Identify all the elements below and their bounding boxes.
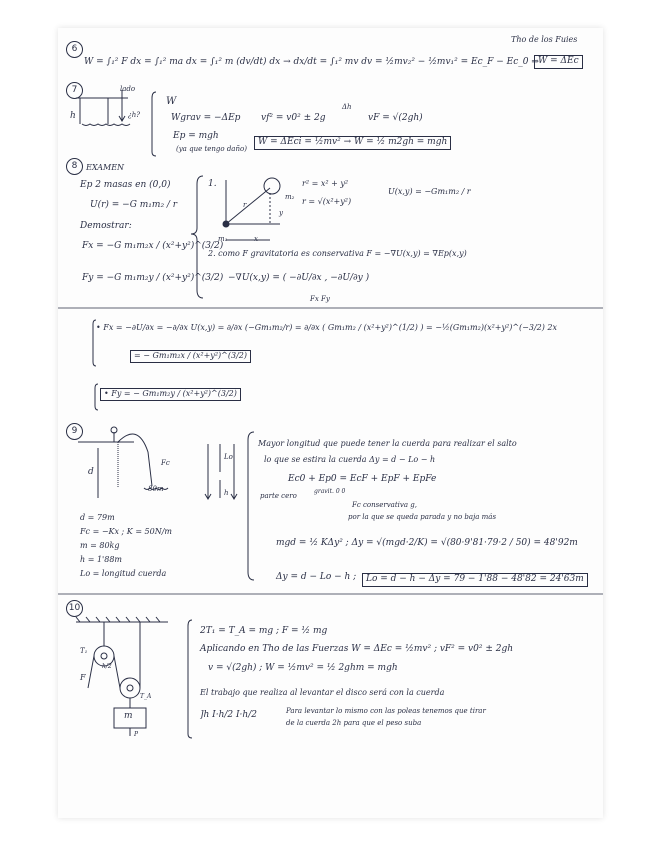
- problem-9-energy-left: parte cero: [260, 492, 297, 500]
- problem-10-line-6: de la cuerda 2h para que el peso suba: [286, 719, 422, 727]
- p8-r-line: [226, 188, 270, 224]
- p10-pulley-top: [94, 646, 114, 666]
- problem-8-gradient: −∇U(x,y) = ( −∂U/∂x , −∂U/∂y ): [228, 273, 370, 283]
- problem-9-diagram-h: h: [224, 489, 229, 497]
- problem-8-exam-label: EXAMEN: [86, 163, 125, 172]
- problem-6-equation: W = ∫₁² F dx = ∫₁² ma dx = ∫₁² m (dv/dt) dx → dx/dt = ∫₁² mv dv = ½mv₂² − ½mv₁² = Ec_F − Ec_0 ⇒: [84, 57, 539, 67]
- problem-8-r-equation: r² = x² + y²: [302, 179, 349, 188]
- problem-9-data-m: m = 80kg: [80, 541, 120, 550]
- problem-10-line-5: Para levantar lo mismo con las poleas tenemos que tirar: [286, 707, 486, 715]
- problem-8-diagram-x: x: [254, 235, 258, 243]
- problem-10-line-3: v = √(2gh) ; W = ½mv² = ½ 2ghm = mgh: [208, 663, 398, 673]
- problem-7-w: W: [166, 96, 177, 107]
- notebook-page: [58, 28, 603, 818]
- problem-10-diagram-ta: T_A: [140, 693, 152, 700]
- problem-8-number: 8: [66, 158, 83, 175]
- p8-mass-2: [264, 178, 280, 194]
- problem-9-energy-eq: Ec0 + Ep0 = EcF + EpF + EpFe: [288, 474, 437, 484]
- page-header-title: Tho de los Fuies: [511, 35, 578, 44]
- problem-8-fy: Fy = −G m₁m₂y / (x²+y²)^(3/2): [82, 273, 224, 283]
- p10-mass-box: [114, 708, 146, 728]
- problem-9-energy-note-2: Fc conservativa g,: [352, 501, 417, 509]
- problem-8-line-1: Ep 2 masas en (0,0): [80, 180, 171, 190]
- problem-8-diagram-r: r: [243, 201, 247, 209]
- problem-9-data-fc: Fc = −Kx ; K = 50N/m: [80, 527, 173, 536]
- p8-brace: [191, 176, 203, 298]
- problem-10-diagram-half: h/2: [102, 663, 112, 670]
- problem-7-boxed-equation: W = ΔEci = ½mv² → W = ½ m2gh = mgh: [254, 136, 451, 150]
- p8-mass-1: [223, 221, 229, 227]
- problem-10-diagram-t1: T₁: [80, 647, 88, 655]
- problem-10-diagram-p: P: [134, 731, 139, 738]
- problem-7-vf2: vF = √(2gh): [368, 113, 423, 123]
- problem-8-diagram-m2: m₂: [285, 193, 295, 201]
- problem-6-number: 6: [66, 41, 83, 58]
- problem-8-calc-fx-result: = − Gm₁m₂x / (x²+y²)^(3/2): [130, 350, 251, 363]
- problem-8-fx: Fx = −G m₁m₂x / (x²+y²)^(3/2): [82, 241, 224, 251]
- problem-8-calc-fy: • Fy = − Gm₁m₂y / (x²+y²)^(3/2): [100, 388, 241, 401]
- problem-9-energy-note-1: gravit. 0 0: [314, 488, 346, 495]
- problem-7-dh-label: Δh: [342, 103, 352, 111]
- problem-10-diagram-f: F: [80, 673, 86, 682]
- problem-8-calc-fx: • Fx = −∂U/∂x = −∂/∂x U(x,y) = ∂/∂x (−Gm₁m₂/r) = ∂/∂x ( Gm₁m₂ / (x²+y²)^(1/2) ) = −½(Gm₁m₂)(x²+y²)^(−3/2) 2x: [96, 323, 557, 332]
- problem-9-energy-note-3: por la que se queda parada y no baja más: [348, 513, 497, 521]
- problem-9-data-h: h = 1'88m: [80, 555, 122, 564]
- problem-9-number: 9: [66, 423, 83, 440]
- problem-7-vf: vf² = v0² ± 2g: [261, 113, 326, 123]
- problem-7-line-1: Wgrav = −ΔEp: [171, 113, 241, 123]
- problem-7-diagram-h: h: [70, 111, 76, 121]
- sketch-layer: [58, 28, 603, 818]
- problem-8-potential: U(r) = −G m₁m₂ / r: [90, 200, 178, 210]
- problem-7-diagram-hq: ¿h?: [128, 111, 141, 119]
- problem-8-r-equation-2: r = √(x²+y²): [302, 197, 352, 206]
- p7-ground: [82, 124, 130, 126]
- problem-9-diagram-fc: Fc: [161, 459, 170, 467]
- p10-pulley-bottom: [120, 678, 140, 698]
- problem-10-line-2: Aplicando en Tho de las Fuerzas W = ΔEc = ½mv² ; vF² = v0² ± 2gh: [200, 644, 514, 654]
- problem-10-number: 10: [66, 600, 83, 617]
- problem-6-result: W = ΔEc: [534, 55, 583, 69]
- problem-9-text-1: Mayor longitud que puede tener la cuerda para realizar el salto: [258, 439, 517, 448]
- problem-7-diagram-top-label: lado: [120, 85, 136, 93]
- problem-10-line-7: ]h I·h/2 I·h/2: [200, 710, 257, 720]
- problem-8-item-1: 1.: [208, 179, 217, 189]
- problem-8-fx-fy-labels: Fx Fy: [310, 295, 330, 303]
- problem-8-item-2: 2. como F gravitatoria es conservativa F = −∇U(x,y) = ∇Ep(x,y): [208, 249, 467, 258]
- problem-10-diagram-mass: m: [124, 711, 133, 721]
- problem-9-dy-equation: Δy = d − Lo − h ;: [276, 572, 357, 582]
- problem-9-diagram-80m: 80m: [148, 485, 164, 493]
- problem-9-mgd-equation: mgd = ½ KΔy² ; Δy = √(mgd·2/K) = √(80·9'81·79·2 / 50) = 48'92m: [276, 538, 578, 548]
- problem-10-line-1: 2T₁ = T_A = mg ; F = ½ mg: [200, 626, 328, 636]
- problem-8-u-equation: U(x,y) = −Gm₁m₂ / r: [388, 187, 471, 196]
- problem-7-line-2: Ep = mgh: [173, 131, 219, 141]
- problem-7-note: (ya que tengo daño): [176, 145, 247, 153]
- problem-8-diagram-m1: m₁: [218, 235, 228, 243]
- problem-7-number: 7: [66, 82, 83, 99]
- problem-9-text-2: lo que se estira la cuerda Δy = d − Lo − h: [264, 455, 436, 464]
- problem-9-data-d: d = 79m: [80, 513, 115, 522]
- problem-8-diagram-y: y: [279, 209, 283, 217]
- problem-9-lo-result: Lo = d − h − Δy = 79 − 1'88 − 48'82 = 24'63m: [362, 573, 588, 587]
- problem-9-data-lo: Lo = longitud cuerda: [80, 569, 167, 578]
- problem-9-diagram-lo: Lo: [224, 453, 233, 461]
- problem-8-demonstrate: Demostrar:: [80, 221, 132, 231]
- problem-10-line-4: El trabajo que realiza al levantar el disco será con la cuerda: [200, 688, 445, 697]
- problem-9-diagram-d: d: [88, 467, 94, 477]
